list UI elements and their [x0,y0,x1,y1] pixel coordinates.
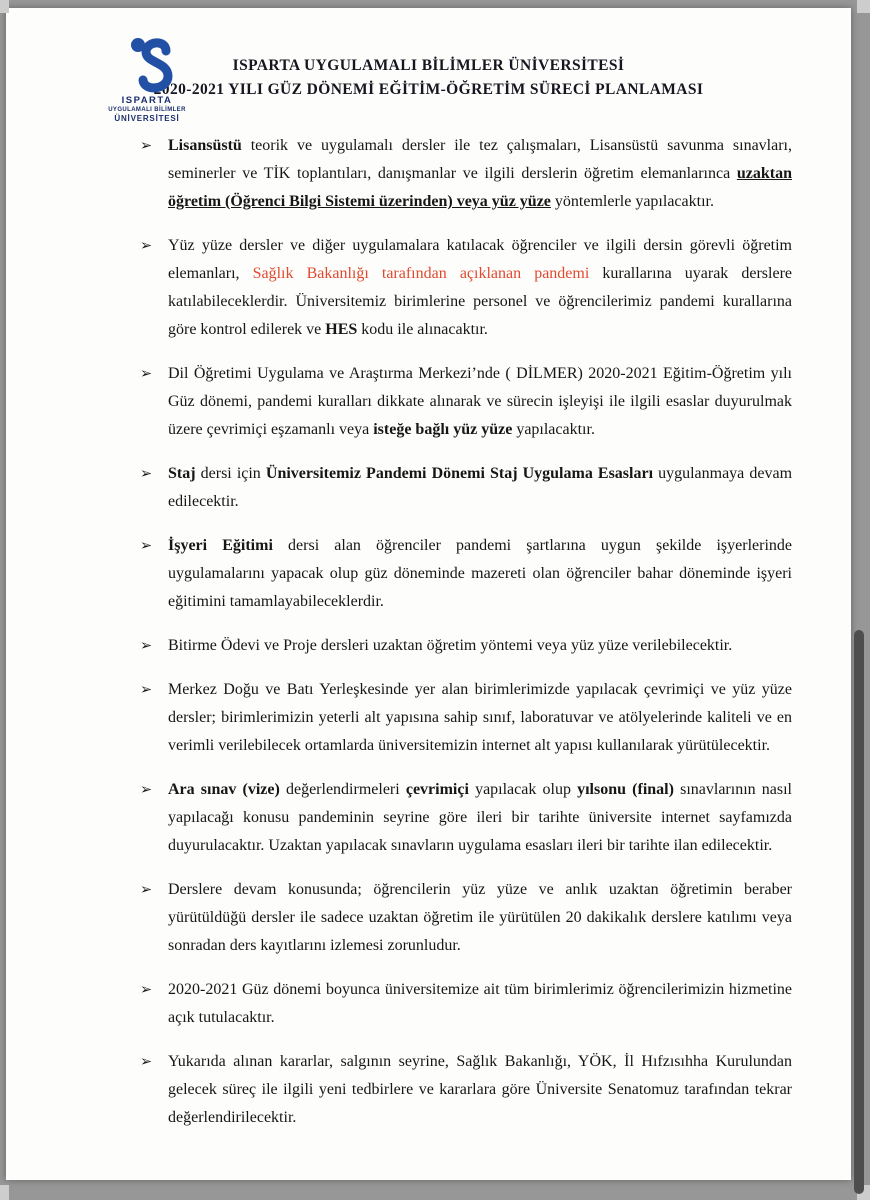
bullet-text [168,676,792,760]
bullet-arrow-icon: ➢ [140,882,153,899]
bullet-item [140,532,792,616]
bullet-arrow-icon: ➢ [140,782,153,799]
logo-caption-line2: UYGULAMALI BİLİMLER [108,106,186,113]
background-corner [0,1185,9,1200]
text-segment: Merkez Doğu ve Batı Yerleşkesinde yer alan birimlerimizde yapılacak çevrimiçi ve yüz yüze dersler; birimlerimizin yeterli alt yapısına sahip sınıf, laboratuvar ve atölyelerinde kaliteli ve en verimli verilebilecek ortamlarda üniversitemizin internet alt yapısı kullanılarak yürütülecektir. [168,681,792,755]
text-segment: çevrimiçi [405,781,469,799]
bullet-text [168,132,792,216]
text-segment: Ara sınav (vize) [168,781,280,799]
background-corner [0,0,9,13]
text-segment: İşyeri Eğitimi [168,537,273,555]
bullet-text [168,776,792,860]
bullet-arrow-icon: ➢ [140,538,153,555]
bullet-list [6,132,851,1132]
logo-caption-line3: ÜNİVERSİTESİ [114,113,180,123]
bullet-arrow-icon: ➢ [140,1054,153,1071]
text-segment: değerlendirmeleri [279,781,406,799]
bullet-item [140,776,792,860]
text-segment: uzaktan öğretim (Öğrenci Bilgi Sistemi üzerinden) veya yüz yüze [168,165,792,211]
bullet-item [140,876,792,960]
bullet-item [140,632,792,660]
text-segment: Lisansüstü [168,137,242,155]
bullet-text [168,876,792,960]
text-segment: kodu ile alınacaktır. [357,321,488,339]
text-segment: 2020-2021 Güz dönemi boyunca üniversitemize ait tüm birimlerimiz öğrencilerimizin hizmetine açık tutulacaktır. [168,981,792,1027]
bullet-arrow-icon: ➢ [140,138,153,155]
text-segment: Üniversitemiz Pandemi Dönemi Staj Uygulama Esasları [265,465,654,483]
text-segment: kurallarına uyarak derslere katılabileceklerdir. Üniversitemiz birimlerine personel ve öğrencilerimiz pandemi kurallarına göre kontrol edilerek ve [168,265,793,339]
bullet-item [140,676,792,760]
text-segment: dersi alan öğrenciler pandemi şartlarına uygun şekilde işyerlerinde uygulamalarını yapacak olup güz döneminde mazereti olan öğrenciler bahar döneminde işyeri eğitimini tamamlayabileceklerdir. [168,537,793,611]
bullet-item [140,1048,792,1132]
bullet-arrow-icon: ➢ [140,982,153,999]
scrollbar-thumb[interactable] [854,630,864,1194]
bullet-item [140,232,792,344]
text-segment: Yukarıda alınan kararlar, salgının seyrine, Sağlık Bakanlığı, YÖK, İl Hıfzısıhha Kurulundan gelecek süreç ile ilgili yeni tedbirlere ve kararlara göre Üniversite Senatomuz tarafından tekrar değerlendirilecektir. [168,1053,792,1127]
text-segment: yöntemlerle yapılacaktır. [550,193,714,211]
bullet-text [168,632,792,660]
text-segment: yılsonu (final) [577,781,674,799]
text-segment: Yüz yüze dersler ve diğer uygulamalara katılacak öğrenciler ve ilgili dersin görevli öğretim elemanları, [168,237,792,283]
text-segment: Derslere devam konusunda; öğrencilerin yüz yüze ve anlık uzaktan öğretimin beraber yürütüldüğü dersler ile sadece uzaktan öğretim ile yürütülen 20 dakikalık derslere katılımı veya sonradan ders kayıtlarını izlemesi zorunludur. [168,881,792,955]
bullet-text [168,460,792,516]
document-title-line1: ISPARTA UYGULAMALI BİLİMLER ÜNİVERSİTESİ [232,57,625,74]
bullet-item [140,976,792,1032]
bullet-text [168,1048,792,1132]
document-page [6,8,851,1180]
logo-caption-line1: ISPARTA [121,95,173,106]
text-segment: sınavlarının nasıl yapılacağı konusu pandeminin seyrine göre ileri bir tarihte üniversite internet sayfamızda duyurulacaktır. Uzaktan yapılacak sınavların uygulama esasları ileri bir tarihte ilan edilecektir. [168,781,793,855]
bullet-text [168,976,792,1032]
text-segment: yapılacaktır. [512,421,595,439]
bullet-arrow-icon: ➢ [140,238,153,255]
bullet-item [140,460,792,516]
document-title-line2: 2020-2021 YILI GÜZ DÖNEMİ EĞİTİM-ÖĞRETİM SÜRECİ PLANLAMASI [153,81,704,99]
text-segment: Sağlık Bakanlığı tarafından açıklanan pandemi [252,265,590,283]
bullet-arrow-icon: ➢ [140,638,153,655]
text-segment: teorik ve uygulamalı dersler ile tez çalışmaları, Lisansüstü savunma sınavları, seminerler ve TİK toplantıları, danışmanlar ve ilgili derslerin öğretim elemanlarınca [168,137,792,183]
text-segment: HES [325,321,358,339]
text-segment: yapılacak olup [468,781,578,799]
text-segment: isteğe bağlı yüz yüze [373,421,513,439]
bullet-text [168,532,792,616]
bullet-arrow-icon: ➢ [140,682,153,699]
bullet-arrow-icon: ➢ [140,466,153,483]
bullet-item [140,360,792,444]
text-segment: Staj [168,465,196,483]
bullet-text [168,232,792,344]
text-segment: Dil Öğretimi Uygulama ve Araştırma Merkezi’nde ( DİLMER) 2020-2021 Eğitim-Öğretim yılı Güz dönemi, pandemi kuralları dikkate alınarak ve sürecin işleyişi ile ilgili esaslar duyurulmak üzere çevrimiçi eşzamanlı veya [168,365,792,439]
bullet-item [140,132,792,216]
bullet-text [168,360,792,444]
text-segment: Bitirme Ödevi ve Proje dersleri uzaktan öğretim yöntemi veya yüz yüze verilebilecektir. [168,637,733,655]
text-segment: uygulanmaya devam edilecektir. [168,465,793,511]
text-segment: dersi için [195,465,266,483]
university-logo [102,36,192,123]
background-corner [857,0,870,13]
bullet-arrow-icon: ➢ [140,366,153,383]
university-logo-icon [116,36,178,94]
